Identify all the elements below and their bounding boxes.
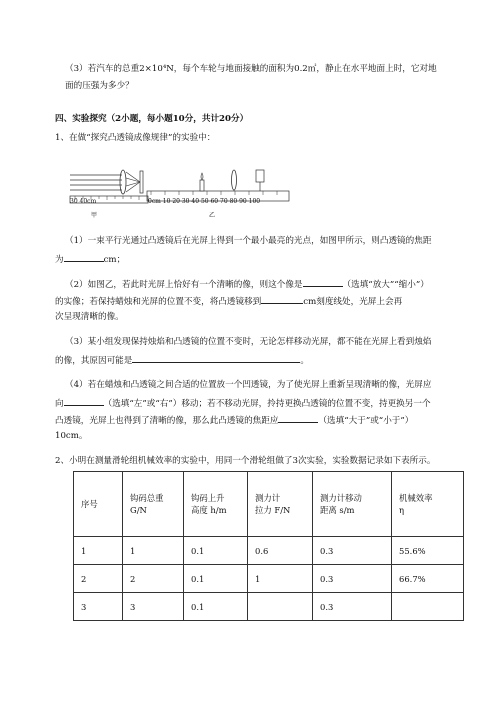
answer-blank-1[interactable] bbox=[64, 252, 104, 262]
table-cell[interactable] bbox=[248, 593, 313, 621]
figure-yi bbox=[147, 170, 289, 201]
table-cell: 55.6% bbox=[392, 537, 464, 565]
exp1-p4-line3-suffix: （选填“大于”或“小于”） bbox=[318, 416, 414, 426]
answer-blank-3[interactable] bbox=[261, 294, 303, 304]
exp1-p2-line1 bbox=[65, 277, 429, 291]
table-header-row bbox=[74, 472, 464, 537]
table-cell: 0.1 bbox=[184, 565, 248, 593]
header-cell: 序号 bbox=[74, 472, 123, 537]
table-cell: 0.3 bbox=[313, 593, 392, 621]
pulley-data-table bbox=[73, 471, 464, 621]
exp1-p2-line2 bbox=[55, 294, 402, 308]
q3-line1: （3）若汽车的总重2×10⁴N，每个车轮与地面接触的面积为0.2㎡，静止在水平地面上时，它对地 bbox=[65, 64, 437, 74]
header-cell: 测力计 拉力 F/N bbox=[248, 472, 313, 537]
table-cell: 2 bbox=[74, 565, 123, 593]
lens-experiment-figure bbox=[67, 158, 292, 220]
table-cell: 2 bbox=[123, 565, 184, 593]
exp1-p4-line1: （4）若在蜡烛和凸透镜之间合适的位置放一个凹透镜，为了使光屏上重新呈现清晰的像，光屏应 bbox=[65, 380, 432, 390]
table-cell: 0.3 bbox=[313, 537, 392, 565]
figure-jia-label: 甲 bbox=[91, 212, 98, 219]
table-row bbox=[74, 565, 464, 593]
exp1-p4-line3-prefix: 凸透镜，光屏上也得到了清晰的像，那么此凸透镜的焦距应 bbox=[55, 416, 279, 426]
exp1-p3-line2-prefix: 的像，其原因可能是 bbox=[55, 356, 133, 366]
figure-yi-label: 乙 bbox=[209, 212, 216, 219]
table-cell: 1 bbox=[123, 537, 184, 565]
exp1-p2-line1-suffix: （选填“放大”“缩小”） bbox=[342, 280, 429, 290]
q3-line2: 面的压强为多少？ bbox=[65, 81, 134, 91]
table-cell: 0.3 bbox=[313, 565, 392, 593]
answer-blank-6[interactable] bbox=[278, 413, 318, 423]
exp1-p3-line2-suffix: 。 bbox=[300, 356, 309, 366]
exp2-intro: 2、小明在测量滑轮组机械效率的实验中，用同一个滑轮组做了3次实验，实验数据记录如下表所示。 bbox=[55, 456, 436, 466]
table-row bbox=[74, 593, 464, 621]
table-cell[interactable] bbox=[392, 593, 464, 621]
header-cell: 测力计移动 距离 s/m bbox=[313, 472, 392, 537]
answer-blank-5[interactable] bbox=[64, 396, 104, 406]
exp1-p2-line2-suffix: cm刻度线处，光屏上会再 bbox=[303, 297, 403, 307]
answer-blank-4[interactable] bbox=[132, 353, 300, 363]
figure-jia-scale: 30 40cm bbox=[70, 198, 97, 205]
header-cell: 钩码总重 G/N bbox=[123, 472, 184, 537]
exp1-p1-suffix: cm； bbox=[103, 255, 126, 265]
table-cell: 3 bbox=[123, 593, 184, 621]
exp1-p2-line2-prefix: 的实像；若保持蜡烛和光屏的位置不变，将凸透镜移到 bbox=[55, 297, 262, 307]
table-cell: 0.1 bbox=[184, 593, 248, 621]
exp1-p4-line2-middle: （选填“左”或“右”）移动；若不移动光屏，拎持更换凸透镜的位置不变，持更换另一个 bbox=[103, 399, 431, 409]
exp1-intro: 1、在做“探究凸透镜成像规律”的实验中： bbox=[55, 133, 216, 143]
table-cell: 1 bbox=[74, 537, 123, 565]
exp1-p4-line3 bbox=[55, 413, 413, 427]
table-row bbox=[74, 537, 464, 565]
exp1-p4-line2-prefix: 向 bbox=[55, 399, 64, 409]
exp1-p1-line1: （1）一束平行光通过凸透镜后在光屏上得到一个最小最亮的光点，如图甲所示，则凸透镜的焦距 bbox=[65, 236, 432, 246]
header-cell: 机械效率 η bbox=[392, 472, 464, 537]
table-cell: 0.6 bbox=[248, 537, 313, 565]
exp1-p1-prefix: 为 bbox=[55, 255, 64, 265]
exp1-p1-line2 bbox=[55, 252, 125, 266]
table-cell: 1 bbox=[248, 565, 313, 593]
exp1-p2-line1-prefix: （2）如图乙，若此时光屏上恰好有一个清晰的像，则这个像是 bbox=[65, 280, 303, 290]
section-heading: 四、实验探究（2小题，每小题10分，共计20分） bbox=[55, 114, 249, 124]
exp1-p2-line3: 次呈现清晰的像。 bbox=[55, 312, 124, 322]
exp1-p4-line2 bbox=[55, 396, 431, 410]
answer-blank-2[interactable] bbox=[303, 277, 343, 287]
exp1-p3-line1: （3）某小组发现保持烛焰和凸透镜的位置不变时，无论怎样移动光屏，都不能在光屏上看到烛焰 bbox=[65, 337, 432, 347]
exp1-p3-line2 bbox=[55, 353, 309, 367]
table-cell: 66.7% bbox=[392, 565, 464, 593]
header-cell: 钩码上升 高度 h/m bbox=[184, 472, 248, 537]
table-cell: 0.1 bbox=[184, 537, 248, 565]
table-cell: 3 bbox=[74, 593, 123, 621]
exp1-p4-line4: 10cm。 bbox=[55, 431, 88, 441]
figure-yi-scale: 0cm 10 20 30 40 50 60 70 80 90 100 bbox=[148, 198, 261, 205]
